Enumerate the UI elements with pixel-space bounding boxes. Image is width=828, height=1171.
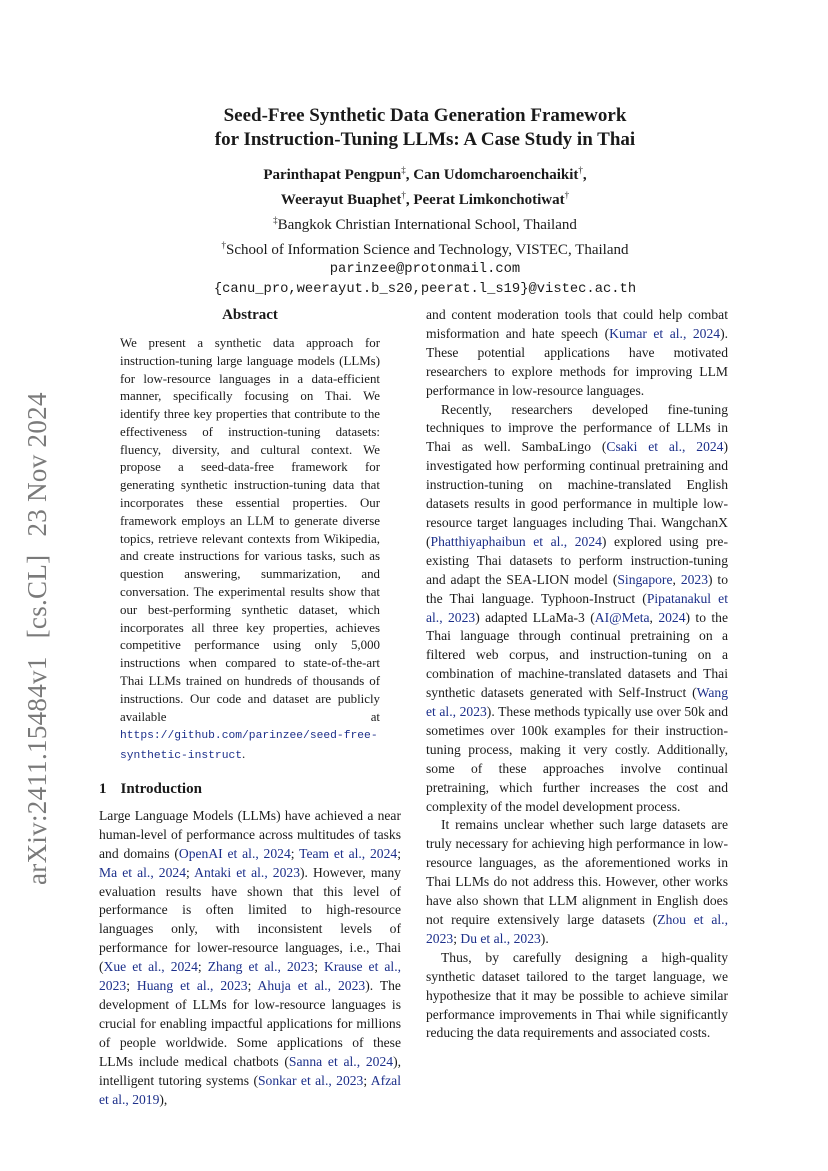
text-run: ), [159,1091,168,1107]
text-run: Recently, researchers developed fine-tuning techniques to improve the performance of LLMs in Thai as well. SambaLingo ( [426,401,728,455]
text-run: ; [453,930,461,946]
intro-paragraph-4 [426,949,728,1044]
text-run: ; [197,959,208,975]
author-name: Peerat Limkonchotiwat [413,192,565,208]
citation-link[interactable]: Pipatanakul et al., 2023 [426,590,728,625]
text-run: Thus, by carefully designing a high-quality synthetic dataset tailored to the target language, we hypothesize that it may be possible to achieve similar performance improvements in Thai while significantly reducing the data requirements and associated costs. [426,949,728,1041]
text-run: ; [397,845,401,861]
text-run: ) adapted LLaMa-3 ( [475,609,595,625]
affiliation-mark: † [578,165,583,175]
text-run: ) to the Thai language through continual pretraining on a filtered web corpus, and instruction-tuning on a combination of machine-translated datasets and Thai synthetic datasets generated with Self-Instruct ( [426,609,728,701]
citation-link[interactable]: Team et al., 2024 [299,845,398,861]
affiliation-mark: † [221,240,226,250]
section-heading-introduction [99,780,401,799]
citation-link[interactable]: Wang et al., 2023 [426,685,728,720]
citation-link[interactable]: Singapore [617,571,673,587]
text-run: , [649,609,659,625]
citation-link[interactable]: Phatthiyaphaibun et al., 2024 [430,533,602,549]
text-run: ; [247,978,258,994]
section-title: Introduction [120,781,202,798]
author-line-2: Weerayut Buaphet†, Peerat Limkonchotiwat† [280,190,570,208]
text-run: ) investigated how performing continual pretraining and instruction-tuning on machine-translated English datasets results in good performance in multiple low-resource target languages including Thai. WangchanX ( [426,439,728,549]
text-run: ) explored using pre-existing Thai datasets to perform instruction-tuning and adapt the SEA-LION model ( [426,533,728,587]
affiliation-mark: ‡ [273,215,278,225]
intro-paragraph-continued [426,306,728,401]
abstract-heading: Abstract [222,307,278,323]
text-run: ). These potential applications have motivated researchers to explore methods for improving LLM performance in low-resource languages. [426,325,728,398]
citation-link[interactable]: Ahuja et al., 2023 [257,978,366,994]
citation-link[interactable]: Zhou et al., 2023 [426,912,728,946]
affiliation-mark: † [564,190,570,200]
text-run: , [672,571,681,587]
paper-title [120,104,730,152]
email-2: {canu_pro,weerayut.b_s20,peerat.l_s19}@vistec.ac.th [213,282,637,297]
intro-paragraph-3 [426,816,728,948]
title-line-1: Seed-Free Synthetic Data Generation Framework [223,105,627,126]
text-run: ). These methods typically use over 50k and sometimes over 100k examples for their instruction-tuning process, making it very costly. Additionally, some of these approaches involve continual pretraining, which further increases the cost and complexity of the model development process. [426,704,728,814]
citation-link[interactable]: Sanna et al., 2024 [288,1053,394,1069]
affiliation-text: School of Information Science and Technology, VISTEC, Thailand [226,242,629,258]
text-run: ). [540,930,549,946]
author-block [120,160,730,300]
affiliation-mark: † [401,190,406,200]
email-1: parinzee@protonmail.com [329,262,521,277]
author-name: Parinthapat Pengpun [263,167,402,183]
intro-paragraph-1 [99,807,401,1110]
arxiv-category: [cs.CL] [22,554,52,639]
right-column [426,306,728,1043]
text-run: ; [186,864,195,880]
citation-link[interactable]: Afzal et al., 2019 [99,1072,401,1107]
text-run: ; [363,1072,371,1088]
citation-link[interactable]: Sonkar et al., 2023 [257,1072,364,1088]
citation-link[interactable]: Kumar et al., 2024 [609,325,721,341]
text-run: ; [314,959,325,975]
citation-link[interactable]: Xue et al., 2024 [103,959,198,975]
text-run: It remains unclear whether such large datasets are truly necessary for achieving high performance in low-resource languages, as the aforementioned works in Thai LLMs do not address this. However, other works have also shown that LLM alignment in English does not require extensively large datasets ( [426,817,728,927]
citation-link[interactable]: Du et al., 2023 [460,930,541,946]
citation-link[interactable]: Csaki et al., 2024 [606,439,724,455]
text-run: ) to the Thai language. Typhoon-Instruct ( [426,571,729,606]
citation-link[interactable]: AI@Meta [594,609,650,625]
citation-link[interactable]: Huang et al., 2023 [136,978,248,994]
affiliation-2 [120,235,730,260]
text-run: ; [126,978,137,994]
affiliation-text: Bangkok Christian International School, Thailand [277,217,577,233]
abstract-text: We present a synthetic data approach for instruction-tuning large language models (LLMs) for low-resource languages in a data-efficient manner, specifically focusing on Thai. We identify three key properties that contribute to the effectiveness of instruction-tuning datasets: fluency, diversity, and cultural context. We propose a seed-data-free framework for generating synthetic instruction-tuning data that incorporates these essential properties. Our framework employs an LLM to generate diverse topics, retrieve relevant contexts from Wikipedia, and create instructions for various tasks, such as question answering, summarization, and conversation. The experimental results show that our best-performing synthetic dataset, which incorporates all three key properties, achieves competitive performance using only 5,000 instructions when compared to state-of-the-art Thai LLMs trained on hundreds of thousands of instructions. Our code and dataset are publicly available at [120,335,380,724]
citation-link[interactable]: 2023 [680,571,708,587]
title-line-2: for Instruction-Tuning LLMs: A Case Study in Thai [214,129,636,150]
text-run: Large Language Models (LLMs) have achieved a near human-level of performance across multitudes of tasks and domains ( [99,807,401,861]
section-number: 1 [99,781,107,798]
text-run: ), intelligent tutoring systems ( [99,1053,401,1088]
citation-link[interactable]: 2024 [658,609,686,625]
intro-paragraph-2 [426,401,728,817]
text-run: and content moderation tools that could help combat misformation and hate speech ( [426,307,728,341]
citation-link[interactable]: OpenAI et al., 2024 [178,845,291,861]
citation-link[interactable]: Ma et al., 2024 [99,864,186,880]
abstract-end: . [242,747,246,762]
arxiv-side-stamp [22,374,53,885]
arxiv-date: 23 Nov 2024 [22,392,52,537]
affiliation-1 [120,210,730,235]
citation-link[interactable]: Zhang et al., 2023 [207,959,315,975]
citation-link[interactable]: Krause et al., 2023 [99,959,402,994]
affiliation-mark: ‡ [401,165,406,175]
author-name: Weerayut Buaphet [280,192,402,208]
text-run: ). However, many evaluation results have shown that this level of performance is often limited to high-resource languages only, with inconsistent levels of performance for lower-resource languages, i.e., Thai ( [99,864,401,975]
abstract-body [99,335,401,766]
arxiv-id: arXiv:2411.15484v1 [22,656,52,885]
author-name: Can Udomcharoenchaikit [413,167,579,183]
text-run: ; [290,845,300,861]
left-column [99,306,401,1109]
author-line-1: Parinthapat Pengpun‡, Can Udomcharoenchaikit†, [263,165,587,183]
citation-link[interactable]: Antaki et al., 2023 [194,864,300,880]
text-run: ). The development of LLMs for low-resource languages is crucial for enabling impactful applications for millions of people worldwide. Some applications of these LLMs include medical chatbots ( [99,978,401,1069]
code-link[interactable]: https://github.com/parinzee/seed-free-synthetic-instruct [120,730,378,763]
